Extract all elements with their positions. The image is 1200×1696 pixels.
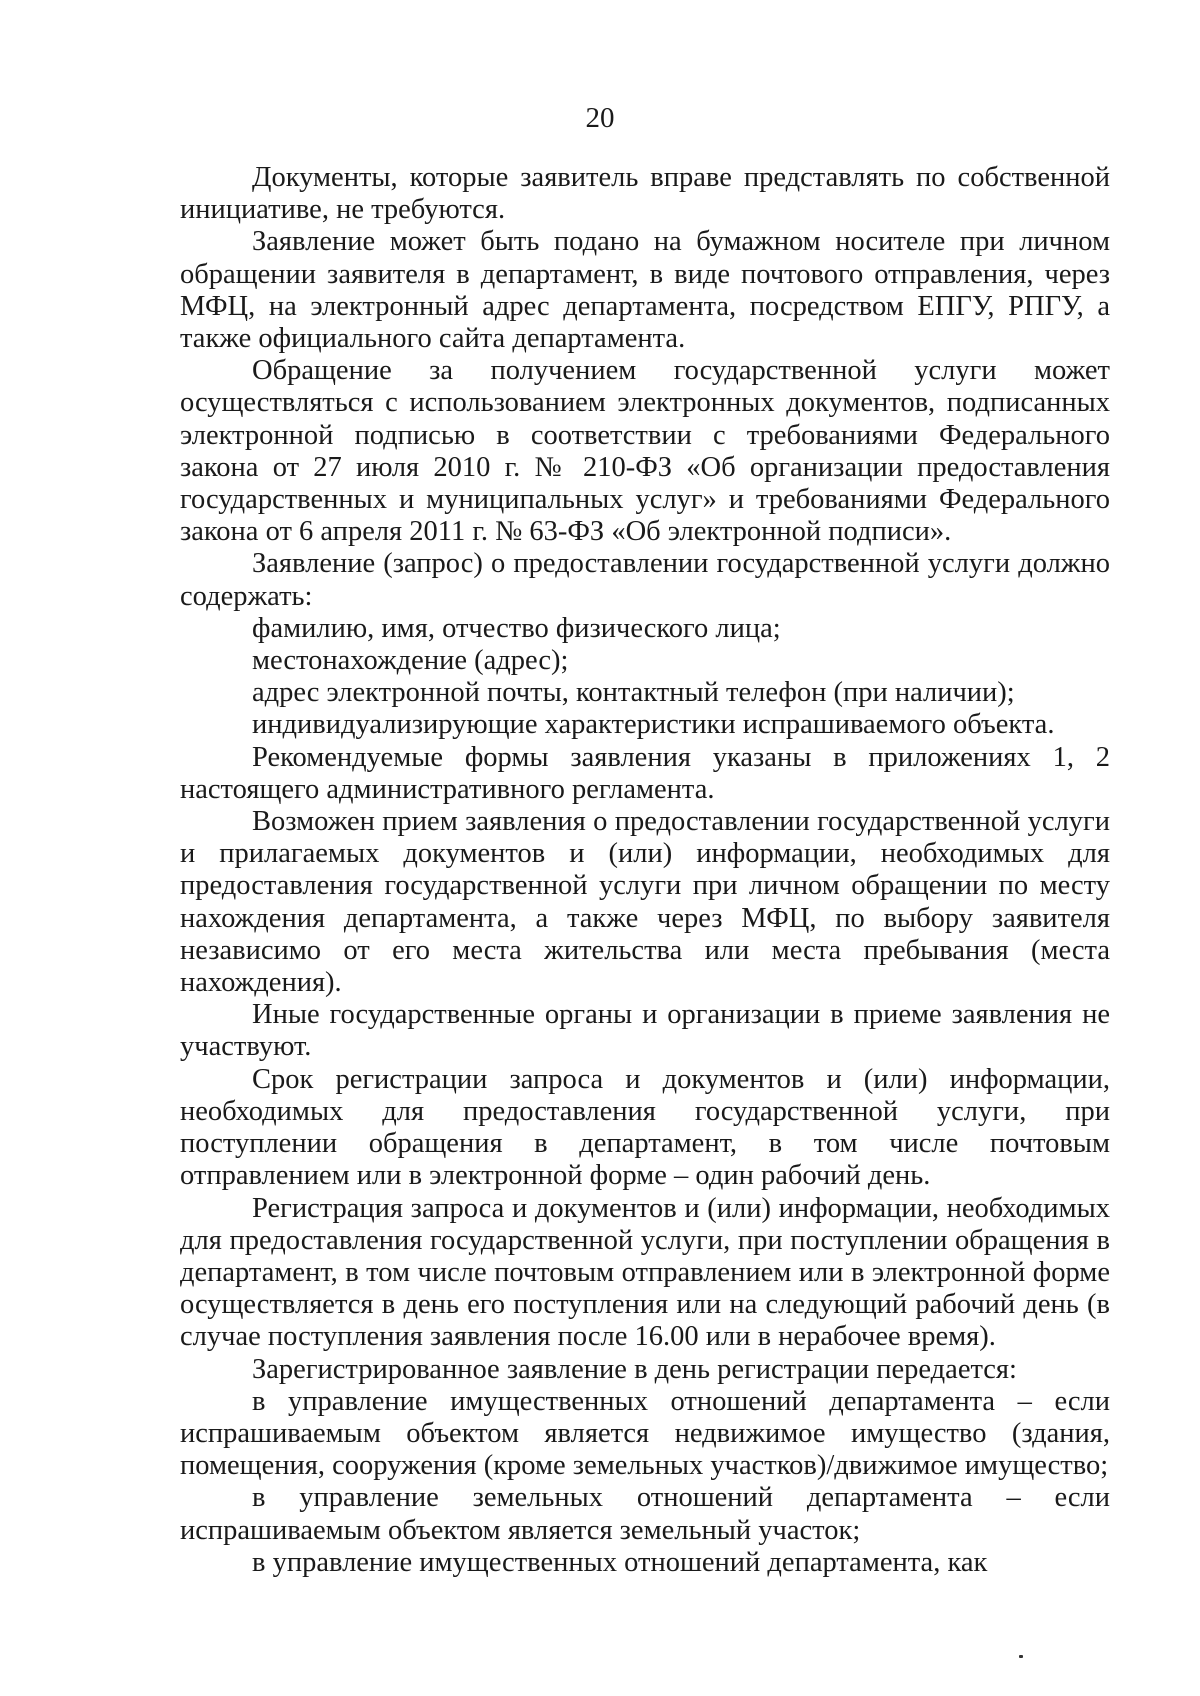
paragraph: Иные государственные органы и организации в приеме заявления не участвуют. xyxy=(180,999,1110,1063)
list-item: в управление имущественных отношений департамента, как xyxy=(252,1546,988,1578)
list-item: в управление земельных отношений департамента – если испрашиваемым объектом является земельный участок; xyxy=(180,1482,1110,1546)
paragraph: Заявление может быть подано на бумажном носителе при личном обращении заявителя в департамент, в виде почтового отправления, через МФЦ, на электронный адрес департамента, посредством ЕПГУ, РПГУ, а также официального сайта департамента. xyxy=(180,226,1110,355)
paragraph: Срок регистрации запроса и документов и (или) информации, необходимых для предоставления государственной услуги, при поступлении обращения в департамент, в том числе почтовым отправлением или в электронной форме – один рабочий день. xyxy=(180,1063,1110,1192)
document-body xyxy=(180,162,1110,1579)
list-item: индивидуализирующие характеристики испрашиваемого объекта. xyxy=(252,709,1055,741)
paragraph: Обращение за получением государственной услуги может осуществляться с использованием электронных документов, подписанных электронной подписью в соответствии с требованиями Федерального закона от 27 июля 2010 г. № 210-ФЗ «Об организации предоставления государственных и муниципальных услуг» и требованиями Федерального закона от 6 апреля 2011 г. № 63-ФЗ «Об электронной подписи». xyxy=(180,355,1110,548)
list-item: в управление имущественных отношений департамента – если испрашиваемым объектом является недвижимое имущество (здания, помещения, сооружения (кроме земельных участков)/движимое имущество; xyxy=(180,1385,1110,1482)
paragraph: Документы, которые заявитель вправе представлять по собственной инициативе, не требуются. xyxy=(180,162,1110,226)
list-item: местонахождение (адрес); xyxy=(252,645,569,677)
page-number: 20 xyxy=(585,102,615,134)
paragraph: Заявление (запрос) о предоставлении государственной услуги должно содержать: xyxy=(180,548,1110,612)
scan-speck xyxy=(1019,1655,1023,1658)
paragraph: Зарегистрированное заявление в день регистрации передается: xyxy=(252,1353,1017,1385)
paragraph: Возможен прием заявления о предоставлении государственной услуги и прилагаемых документов и (или) информации, необходимых для предоставления государственной услуги при личном обращении по месту нахождения департамента, а также через МФЦ, по выбору заявителя независимо от его места жительства или места пребывания (места нахождения). xyxy=(180,806,1110,999)
paragraph: Регистрация запроса и документов и (или) информации, необходимых для предоставления государственной услуги, при поступлении обращения в департамент, в том числе почтовым отправлением или в электронной форме осуществляется в день его поступления или на следующий рабочий день (в случае поступления заявления после 16.00 или в нерабочее время). xyxy=(180,1192,1110,1353)
paragraph: Рекомендуемые формы заявления указаны в приложениях 1, 2 настоящего административного регламента. xyxy=(180,741,1110,805)
list-item: фамилию, имя, отчество физического лица; xyxy=(252,612,781,644)
list-item: адрес электронной почты, контактный телефон (при наличии); xyxy=(252,677,1015,709)
